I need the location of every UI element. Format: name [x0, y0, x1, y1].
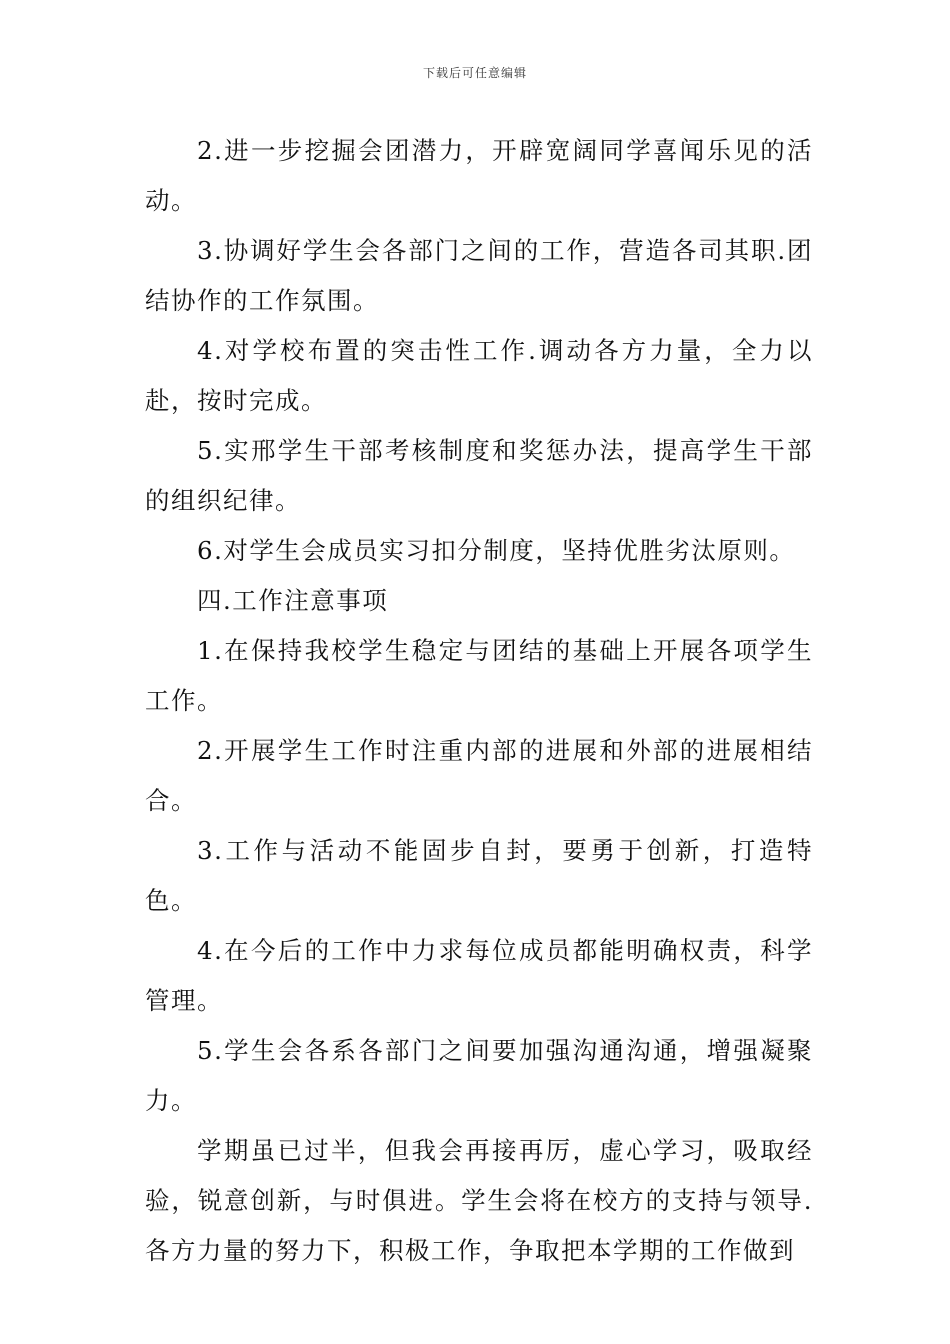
paragraph: 3.工作与活动不能固步自封，要勇于创新，打造特色。: [145, 836, 813, 915]
paragraph: 4.对学校布置的突击性工作.调动各方力量，全力以赴，按时完成。: [145, 336, 813, 415]
paragraph: 1.在保持我校学生稳定与团结的基础上开展各项学生工作。: [145, 636, 813, 715]
document-body: [145, 126, 813, 1276]
page-header: 下载后可任意编辑: [422, 66, 527, 80]
paragraph: 5.学生会各系各部门之间要加强沟通沟通，增强凝聚力。: [145, 1036, 813, 1115]
paragraph: 5.实邢学生干部考核制度和奖惩办法，提高学生干部的组织纪律。: [145, 436, 813, 515]
paragraph: 2.进一步挖掘会团潜力，开辟宽阔同学喜闻乐见的活动。: [145, 136, 813, 215]
section-heading: 四.工作注意事项: [197, 586, 389, 615]
paragraph: 3.协调好学生会各部门之间的工作，营造各司其职.团结协作的工作氛围。: [145, 236, 813, 315]
paragraph: 4.在今后的工作中力求每位成员都能明确权责，科学管理。: [145, 936, 813, 1015]
paragraph: 6.对学生会成员实习扣分制度，坚持优胜劣汰原则。: [197, 536, 796, 565]
paragraph: 2.开展学生工作时注重内部的进展和外部的进展相结合。: [145, 736, 813, 815]
paragraph: 学期虽已过半，但我会再接再厉，虚心学习，吸取经验，锐意创新，与时俱进。学生会将在校方的支持与领导.各方力量的努力下，积极工作，争取把本学期的工作做到: [145, 1136, 813, 1265]
